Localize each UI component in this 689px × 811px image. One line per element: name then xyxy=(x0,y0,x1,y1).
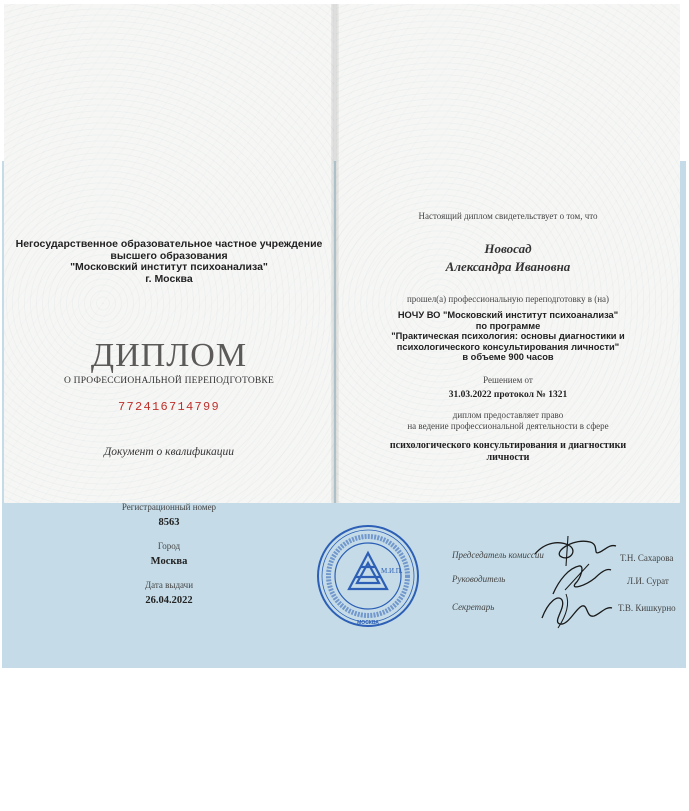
program-line: психологического консультирования личности" xyxy=(396,341,620,352)
program-line: "Практическая психология: основы диагностики и xyxy=(391,331,625,341)
institution-seal xyxy=(315,523,421,629)
signatory-name-chair: Т.Н. Сахарова xyxy=(620,553,674,563)
diploma-title: ДИПЛОМ xyxy=(90,337,248,374)
institution-name xyxy=(4,239,334,285)
signatory-role-chair: Председатель комиссии xyxy=(452,550,544,560)
issue-date: 26.04.2022 xyxy=(145,595,193,606)
passed-text: прошел(а) профессиональную переподготовку в (на) xyxy=(406,294,610,304)
institution-line: г. Москва xyxy=(145,272,193,285)
institution-line: высшего образования xyxy=(110,249,228,262)
program-line: по программе xyxy=(475,320,541,331)
registration-label: Регистрационный номер xyxy=(121,502,217,512)
signatory-role-head: Руководитель xyxy=(452,574,506,584)
secretary-signature xyxy=(536,588,616,630)
institution-line: Негосударственное образовательное частное учреждение xyxy=(15,238,323,250)
grants-block xyxy=(336,410,680,432)
decision-value: 31.03.2022 протокол № 1321 xyxy=(448,390,568,400)
seal-center-text: М.И.П. xyxy=(381,567,403,575)
grants-line: на ведение профессиональной деятельности в сфере xyxy=(407,421,609,431)
program-block xyxy=(336,310,680,363)
signatory-role-secretary: Секретарь xyxy=(452,602,495,612)
sphere-block xyxy=(336,440,680,463)
serial-number: 772416714799 xyxy=(117,400,220,414)
signatory-name-head: Л.И. Сурат xyxy=(627,576,669,586)
recipient-surname: Новосад xyxy=(484,241,532,256)
sphere-line: психологического консультирования и диагностики xyxy=(389,440,627,451)
institution-line: "Московский институт психоанализа" xyxy=(70,261,268,273)
intro-text: Настоящий диплом свидетельствует о том, что xyxy=(418,211,598,221)
seal-city-text: МОСКВА xyxy=(357,620,379,626)
registration-number: 8563 xyxy=(158,517,180,528)
recipient-given-names: Александра Ивановна xyxy=(445,259,571,274)
city-value: Москва xyxy=(150,556,188,567)
city-label: Город xyxy=(157,541,181,551)
diploma-subtitle: О ПРОФЕССИОНАЛЬНОЙ ПЕРЕПОДГОТОВКЕ xyxy=(64,376,274,386)
signatory-name-secretary: Т.В. Кишкурно xyxy=(618,603,676,613)
decision-label: Решением от xyxy=(483,375,533,385)
sphere-line: личности xyxy=(486,451,530,463)
program-line: НОЧУ ВО "Московский институт психоанализа" xyxy=(397,310,619,320)
program-line: в объеме 900 часов xyxy=(462,352,554,362)
qualification-note: Документ о квалификации xyxy=(103,446,235,458)
grants-line: диплом предоставляет право xyxy=(452,410,564,420)
issue-date-label: Дата выдачи xyxy=(144,580,194,590)
